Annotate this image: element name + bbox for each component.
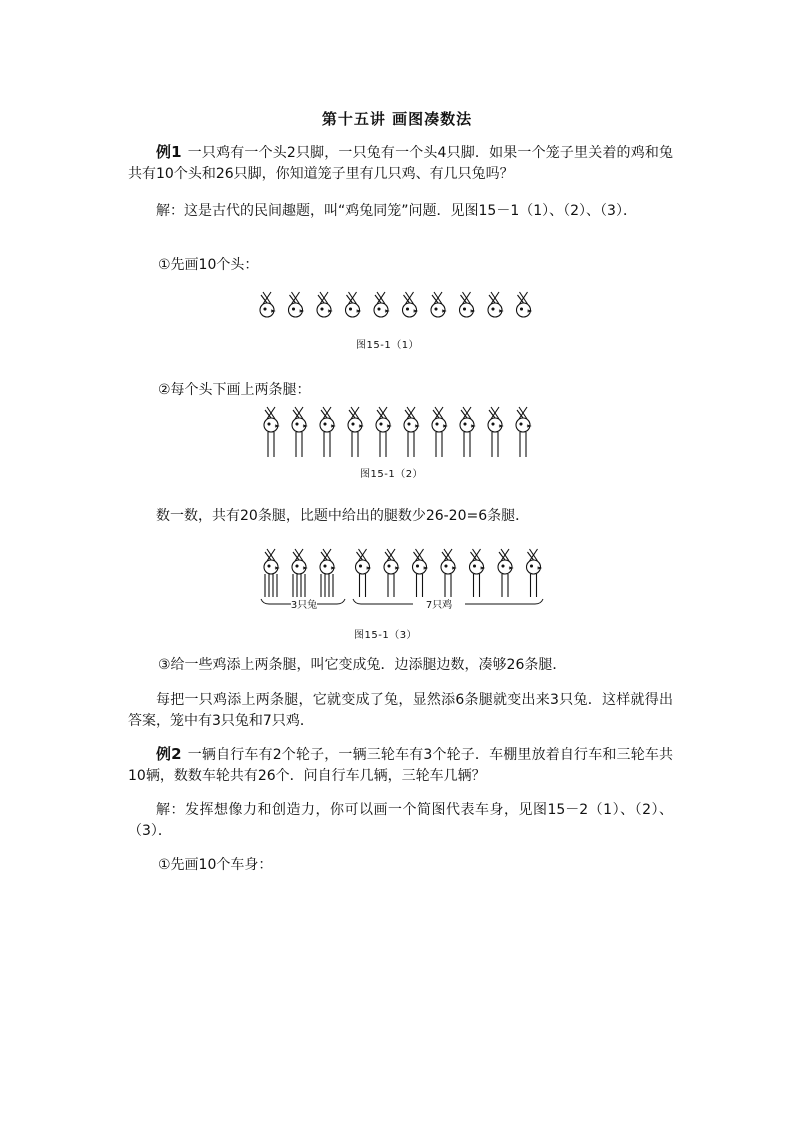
solution2-paragraph: 解：发挥想像力和创造力，你可以画一个简图代表车身，见图15－2（1）、（2）、（3）． <box>128 802 673 839</box>
rabbit-legs-icon <box>321 574 333 597</box>
lesson-title: 第十五讲 画图凑数法 <box>321 110 473 128</box>
chicken-head-icon <box>516 407 530 432</box>
rabbit-head-icon <box>320 549 334 574</box>
chicken-head-icon <box>431 292 445 317</box>
chicken-head-icon <box>470 549 484 574</box>
chicken-head-icon <box>432 407 446 432</box>
step4-text: ①先画10个车身： <box>158 857 273 873</box>
step1-text: ①先画10个头： <box>158 257 259 273</box>
chicken-head-icon <box>441 549 455 574</box>
chicken-legs-icon <box>474 574 480 597</box>
chicken-legs-icon <box>417 574 423 597</box>
example1-label: 例1 <box>156 143 182 161</box>
chicken-head-icon <box>460 292 474 317</box>
count-paragraph: 数一数，共有20条腿，比题中给出的腿数少26-20=6条腿． <box>156 508 530 524</box>
chicken-head-icon <box>320 407 334 432</box>
chicken-brace-right <box>465 599 543 604</box>
chicken-head-icon <box>460 407 474 432</box>
figure-heads-two-legs <box>255 405 535 460</box>
chicken-legs-icon <box>445 574 451 597</box>
chicken-head-icon <box>488 292 502 317</box>
chicken-head-icon <box>403 292 417 317</box>
chicken-head-icon <box>356 549 370 574</box>
leg-pair-icon <box>268 432 274 457</box>
example1-paragraph <box>128 142 673 185</box>
rabbit-legs-icon <box>293 574 305 597</box>
explain-paragraph: 每把一只鸡添上两条腿，它就变成了兔，显然添6条腿就变出来3只兔．这样就得出答案，笼中有3只兔和7只鸡． <box>128 692 673 729</box>
chicken-head-icon <box>413 549 427 574</box>
figure2-caption: 图15-1（2） <box>360 469 424 480</box>
chicken-count-label: 7只鸡 <box>425 600 453 611</box>
chicken-brace-left <box>353 599 413 604</box>
figure-heads <box>255 290 535 330</box>
leg-pair-icon <box>324 432 330 457</box>
rabbit-head-icon <box>292 549 306 574</box>
leg-pair-icon <box>380 432 386 457</box>
chicken-head-icon <box>289 292 303 317</box>
chicken-head-icon <box>517 292 531 317</box>
chicken-head-icon <box>404 407 418 432</box>
chicken-head-icon <box>264 407 278 432</box>
chicken-head-icon <box>376 407 390 432</box>
rabbit-legs-icon <box>265 574 277 597</box>
leg-pair-icon <box>464 432 470 457</box>
chicken-legs-icon <box>388 574 394 597</box>
rabbit-brace-left <box>261 599 291 604</box>
chicken-head-icon <box>292 407 306 432</box>
example2-label: 例2 <box>156 745 182 763</box>
solution1-paragraph: 解：这是古代的民间趣题，叫“鸡兔同笼”问题．见图15－1（1）、（2）、（3）． <box>156 203 637 219</box>
step3-text: ③给一些鸡添上两条腿，叫它变成兔．边添腿边数，凑够26条腿． <box>158 657 567 673</box>
chicken-head-icon <box>488 407 502 432</box>
leg-pair-icon <box>492 432 498 457</box>
chicken-head-icon <box>527 549 541 574</box>
chicken-head-icon <box>348 407 362 432</box>
rabbit-count-label: 3只兔 <box>290 600 318 611</box>
figure-rabbits-and-chickens <box>255 545 545 620</box>
chicken-legs-icon <box>360 574 366 597</box>
chicken-head-icon <box>260 292 274 317</box>
leg-pair-icon <box>436 432 442 457</box>
step2-text: ②每个头下画上两条腿： <box>158 382 311 398</box>
example2-text: 一辆自行车有2个轮子，一辆三轮车有3个轮子．车棚里放着自行车和三轮车共10辆，数数车轮共有26个．问自行车几辆，三轮车几辆？ <box>128 747 674 784</box>
figure1-caption: 图15-1（1） <box>356 340 420 351</box>
leg-pair-icon <box>296 432 302 457</box>
rabbit-head-icon <box>264 549 278 574</box>
rabbit-brace-right <box>317 599 345 604</box>
chicken-head-icon <box>346 292 360 317</box>
figure3-caption: 图15-1（3） <box>354 630 418 641</box>
example1-text: 一只鸡有一个头2只脚，一只兔有一个头4只脚．如果一个笼子里关着的鸡和兔共有10个头和26只脚，你知道笼子里有几只鸡、有几只兔吗？ <box>128 145 674 182</box>
chicken-head-icon <box>384 549 398 574</box>
example2-paragraph <box>128 744 673 787</box>
chicken-head-icon <box>317 292 331 317</box>
chicken-head-icon <box>498 549 512 574</box>
leg-pair-icon <box>408 432 414 457</box>
chicken-legs-icon <box>531 574 537 597</box>
chicken-legs-icon <box>502 574 508 597</box>
chicken-head-icon <box>374 292 388 317</box>
leg-pair-icon <box>520 432 526 457</box>
leg-pair-icon <box>352 432 358 457</box>
